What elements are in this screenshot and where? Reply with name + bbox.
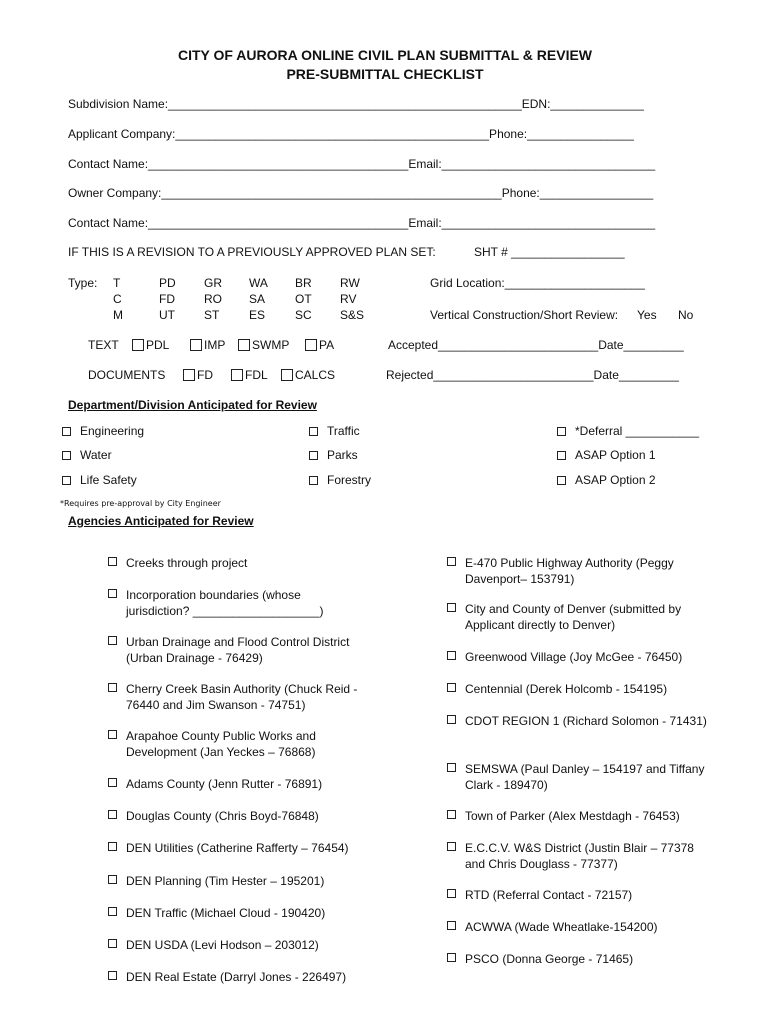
agency-checkbox-item[interactable] (447, 761, 707, 793)
checkbox-pdl[interactable]: PDL (132, 338, 169, 352)
agency-label: RTD (Referral Contact - 72157) (465, 888, 633, 902)
department-checkbox-item[interactable] (62, 448, 112, 462)
sheet-number-field[interactable]: SHT # _________________ (474, 245, 625, 259)
type-label: Type: (68, 276, 98, 290)
checkbox-icon (305, 339, 317, 351)
type-code-option[interactable]: WA (249, 276, 268, 290)
agency-label: E.C.C.V. W&S District (Justin Blair – 77378 and Chris Douglass - 77377) (465, 841, 694, 871)
agency-checkbox-item[interactable] (108, 634, 364, 666)
agency-checkbox-item[interactable] (447, 840, 707, 872)
agency-label: City and County of Denver (submitted by Applicant directly to Denver) (465, 602, 682, 632)
agency-checkbox-item[interactable] (108, 969, 364, 985)
type-code-option[interactable]: ST (204, 308, 220, 322)
department-label: *Deferral ___________ (575, 424, 700, 438)
agency-checkbox-item[interactable] (108, 728, 364, 760)
agency-checkbox-item[interactable] (108, 840, 364, 856)
agency-checkbox-item[interactable] (447, 919, 707, 935)
checkbox-fd[interactable]: FD (183, 368, 213, 382)
checkbox-icon (132, 339, 144, 351)
checkbox-icon (183, 369, 195, 381)
type-code-option[interactable]: UT (159, 308, 175, 322)
form-title: CITY OF AURORA ONLINE CIVIL PLAN SUBMITTAL & REVIEW (177, 47, 593, 63)
checkbox-icon (108, 778, 117, 787)
checkbox-icon (108, 875, 117, 884)
contact-field-2[interactable]: Contact Name:_______________________________________Email:________________________________ (68, 216, 656, 230)
checkbox-icon (447, 603, 456, 612)
checkbox-icon (447, 953, 456, 962)
type-code-option[interactable]: T (113, 276, 121, 290)
checkbox-icon (190, 339, 202, 351)
type-code-option[interactable]: FD (159, 292, 175, 306)
checkbox-icon (108, 842, 117, 851)
footnote: *Requires pre-approval by City Engineer (60, 499, 221, 508)
type-code-option[interactable]: C (113, 292, 122, 306)
checkbox-icon (231, 369, 243, 381)
agency-label: Cherry Creek Basin Authority (Chuck Reid - 76440 and Jim Swanson - 74751) (126, 682, 358, 712)
checkbox-pa[interactable]: PA (305, 338, 334, 352)
department-checkbox-item[interactable] (557, 473, 656, 487)
type-code-option[interactable]: PD (159, 276, 176, 290)
subdivision-field[interactable]: Subdivision Name:_____________________________________________________EDN:______________ (68, 97, 644, 111)
checkbox-icon (447, 557, 456, 566)
checkbox-icon (62, 476, 71, 485)
vertical-no-option[interactable]: No (678, 308, 694, 322)
agency-label: DEN Traffic (Michael Cloud - 190420) (126, 906, 326, 920)
type-code-option[interactable]: BR (295, 276, 312, 290)
agencies-header: Agencies Anticipated for Review (68, 514, 254, 528)
department-label: Life Safety (80, 473, 137, 487)
department-checkbox-item[interactable] (309, 424, 360, 438)
agency-label: Centennial (Derek Holcomb - 154195) (465, 682, 668, 696)
agency-checkbox-item[interactable] (108, 905, 364, 921)
checkbox-icon (108, 939, 117, 948)
agency-label: DEN USDA (Levi Hodson – 203012) (126, 938, 319, 952)
checkbox-icon (108, 730, 117, 739)
department-label: Water (80, 448, 112, 462)
agency-checkbox-item[interactable] (447, 713, 707, 729)
checkbox-calcs[interactable]: CALCS (281, 368, 335, 382)
checkbox-icon (108, 557, 117, 566)
type-code-option[interactable]: S&S (340, 308, 365, 322)
checkbox-icon (447, 810, 456, 819)
checkbox-icon (309, 451, 318, 460)
agency-label: PSCO (Donna George - 71465) (465, 952, 634, 966)
vertical-construction-label: Vertical Construction/Short Review: (430, 308, 619, 322)
agency-checkbox-item[interactable] (108, 587, 364, 619)
checkbox-icon (557, 427, 566, 436)
checkbox-icon (447, 683, 456, 692)
vertical-yes-option[interactable]: Yes (637, 308, 657, 322)
checkbox-icon (447, 842, 456, 851)
department-checkbox-item[interactable] (309, 473, 371, 487)
checkbox-icon (62, 451, 71, 460)
owner-field[interactable]: Owner Company:___________________________________________________Phone:_________________ (68, 186, 654, 200)
department-label: ASAP Option 1 (575, 448, 656, 462)
type-code-option[interactable]: OT (295, 292, 312, 306)
checkbox-icon (447, 715, 456, 724)
department-header: Department/Division Anticipated for Review (68, 398, 317, 412)
agency-label: ACWWA (Wade Wheatlake-154200) (465, 920, 658, 934)
type-code-option[interactable]: RO (204, 292, 222, 306)
checkbox-swmp[interactable]: SWMP (238, 338, 289, 352)
department-label: Parks (327, 448, 358, 462)
checkbox-icon (447, 651, 456, 660)
type-code-option[interactable]: SC (295, 308, 312, 322)
checkbox-icon (281, 369, 293, 381)
checkbox-icon (309, 476, 318, 485)
type-code-option[interactable]: SA (249, 292, 266, 306)
rejected-field[interactable]: Rejected________________________Date_________ (386, 368, 679, 382)
agency-checkbox-item[interactable] (447, 601, 707, 633)
text-row-label: TEXT (88, 338, 119, 352)
checkbox-icon (447, 763, 456, 772)
agency-label: Adams County (Jenn Rutter - 76891) (126, 777, 323, 791)
checkbox-icon (108, 589, 117, 598)
agency-checkbox-item[interactable] (108, 937, 364, 953)
agency-checkbox-item[interactable] (108, 873, 364, 889)
type-code-option[interactable]: RW (340, 276, 360, 290)
type-code-option[interactable]: ES (249, 308, 266, 322)
agency-label: Creeks through project (126, 556, 248, 570)
agency-label: Town of Parker (Alex Mestdagh - 76453) (465, 809, 680, 823)
agency-checkbox-item[interactable] (447, 649, 707, 665)
agency-checkbox-item[interactable] (447, 808, 707, 824)
revision-label: IF THIS IS A REVISION TO A PREVIOUSLY APPROVED PLAN SET: (68, 245, 436, 259)
checkbox-icon (108, 971, 117, 980)
checkbox-icon (557, 451, 566, 460)
department-checkbox-item[interactable] (309, 448, 358, 462)
agency-checkbox-item[interactable] (447, 555, 707, 587)
department-label: Forestry (327, 473, 372, 487)
agency-checkbox-item[interactable] (447, 681, 707, 697)
grid-location-field[interactable]: Grid Location:_____________________ (430, 276, 645, 290)
type-code-option[interactable]: GR (204, 276, 222, 290)
agency-label: DEN Utilities (Catherine Rafferty – 76454) (126, 841, 349, 855)
accepted-field[interactable]: Accepted________________________Date_________ (388, 338, 684, 352)
department-checkbox-item[interactable] (557, 448, 656, 462)
agency-checkbox-item[interactable] (108, 555, 364, 571)
documents-row-label: DOCUMENTS (88, 368, 166, 382)
agency-label: DEN Real Estate (Darryl Jones - 226497) (126, 970, 347, 984)
checkbox-icon (108, 636, 117, 645)
agency-checkbox-item[interactable] (447, 887, 707, 903)
contact-field-1[interactable]: Contact Name:_______________________________________Email:________________________________ (68, 157, 656, 171)
checkbox-imp[interactable]: IMP (190, 338, 225, 352)
checkbox-icon (447, 921, 456, 930)
agency-checkbox-item[interactable] (108, 681, 364, 713)
agency-label: Arapahoe County Public Works and Development (Jan Yeckes – 76868) (126, 729, 316, 759)
department-checkbox-item[interactable] (62, 473, 137, 487)
agency-checkbox-item[interactable] (108, 808, 364, 824)
applicant-field[interactable]: Applicant Company:_______________________________________________Phone:________________ (68, 127, 634, 141)
type-code-option[interactable]: RV (340, 292, 357, 306)
department-checkbox-item[interactable] (62, 424, 144, 438)
form-subtitle: PRE-SUBMITTAL CHECKLIST (286, 66, 484, 82)
agency-label: Incorporation boundaries (whose jurisdiction? ___________________) (126, 588, 324, 618)
agency-label: E-470 Public Highway Authority (Peggy Davenport– 153791) (465, 556, 674, 586)
agency-label: Douglas County (Chris Boyd-76848) (126, 809, 319, 823)
department-label: ASAP Option 2 (575, 473, 656, 487)
department-checkbox-item[interactable] (557, 424, 699, 438)
agency-label: Urban Drainage and Flood Control District (Urban Drainage - 76429) (126, 635, 350, 665)
department-label: Traffic (327, 424, 360, 438)
agency-label: DEN Planning (Tim Hester – 195201) (126, 874, 325, 888)
agency-label: SEMSWA (Paul Danley – 154197 and Tiffany Clark - 189470) (465, 762, 705, 792)
checkbox-icon (108, 907, 117, 916)
agency-checkbox-item[interactable] (108, 776, 364, 792)
checkbox-icon (557, 476, 566, 485)
checkbox-icon (62, 427, 71, 436)
checkbox-icon (238, 339, 250, 351)
agency-checkbox-item[interactable] (447, 951, 707, 967)
checkbox-icon (447, 889, 456, 898)
department-label: Engineering (80, 424, 145, 438)
checkbox-icon (108, 810, 117, 819)
checkbox-icon (108, 683, 117, 692)
agency-label: Greenwood Village (Joy McGee - 76450) (465, 650, 683, 664)
agency-label: CDOT REGION 1 (Richard Solomon - 71431) (465, 714, 707, 728)
type-code-option[interactable]: M (113, 308, 123, 322)
checkbox-fdl[interactable]: FDL (231, 368, 268, 382)
checkbox-icon (309, 427, 318, 436)
